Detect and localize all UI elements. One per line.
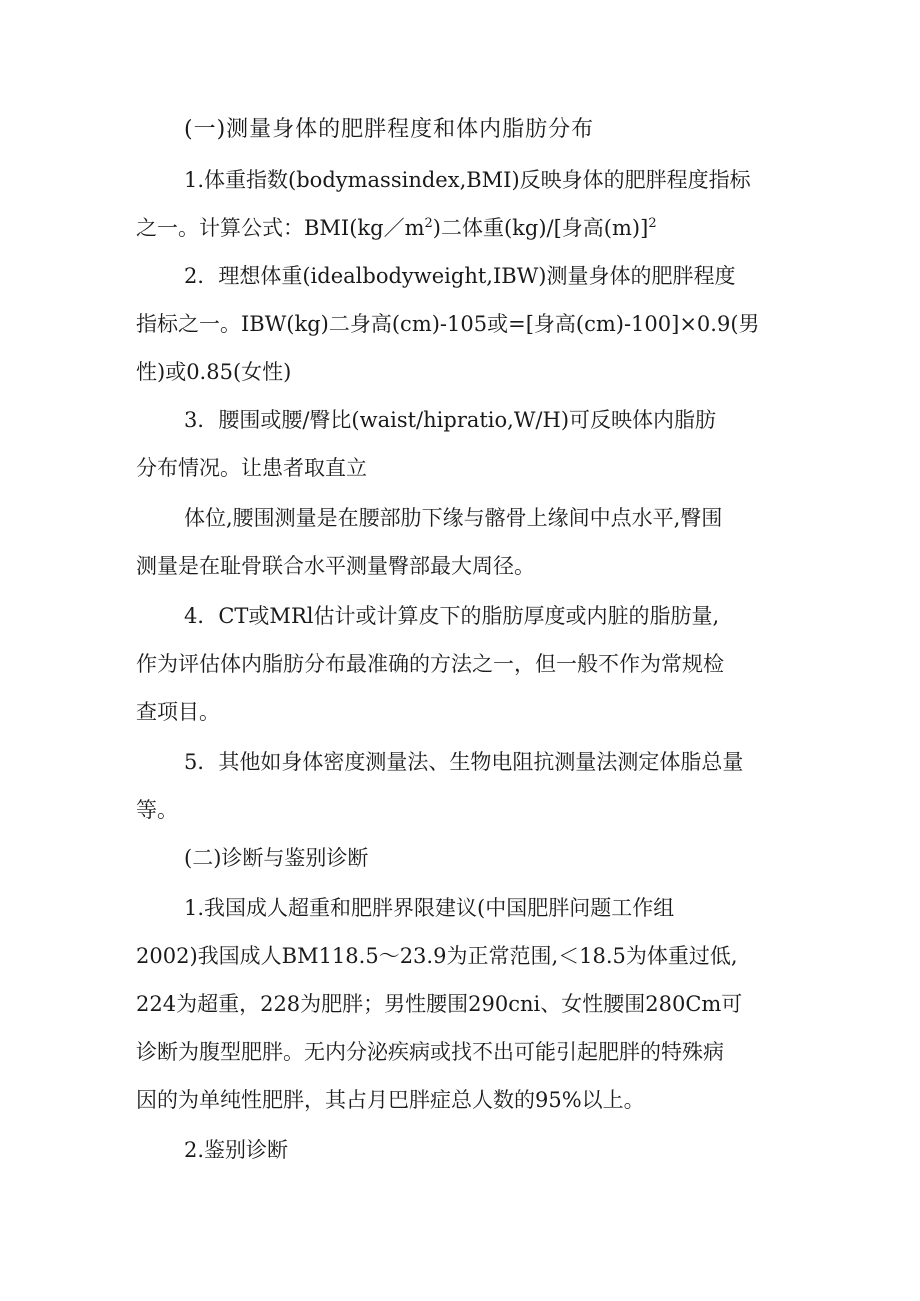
paragraph-ct-line-3: 查项目。 [136, 700, 220, 724]
section-heading-measurement: (一)测量身体的肥胖程度和体内脂肪分布 [184, 117, 595, 142]
paragraph-ibw-line-3: 性)或0.85(女性) [136, 360, 292, 384]
paragraph-other-line-1: 5．其他如身体密度测量法、生物电阻抗测量法测定体脂总量 [184, 750, 744, 774]
paragraph-criteria-line-2: 2002)我国成人BM118.5～23.9为正常范围,＜18.5为体重过低, [136, 944, 738, 968]
paragraph-criteria-line-3: 224为超重，228为肥胖；男性腰围290cni、女性腰围280Cm可 [136, 992, 743, 1016]
section-heading-diagnosis: (二)诊断与鉴别诊断 [184, 846, 369, 870]
paragraph-position-line-1: 体位,腰围测量是在腰部肋下缘与髂骨上缘间中点水平,臀围 [184, 506, 723, 530]
paragraph-criteria-line-4: 诊断为腹型肥胖。无内分泌疾病或找不出可能引起肥胖的特殊病 [136, 1040, 724, 1064]
paragraph-position-line-2: 测量是在耻骨联合水平测量臀部最大周径。 [136, 554, 535, 578]
paragraph-ct-line-2: 作为评估体内脂肪分布最准确的方法之一，但一般不作为常规检 [136, 652, 724, 676]
paragraph-ibw-line-2: 指标之一。IBW(kg)二身高(cm)-105或=[身高(cm)-100]×0.9(男 [136, 312, 760, 336]
paragraph-ibw-line-1: 2．理想体重(idealbodyweight,IBW)测量身体的肥胖程度 [184, 264, 736, 288]
subheading-differential-diagnosis: 2.鉴别诊断 [184, 1138, 289, 1162]
paragraph-waist-line-2: 分布情况。让患者取直立 [136, 456, 367, 480]
paragraph-ct-line-1: 4．CT或MRl估计或计算皮下的脂肪厚度或内脏的脂肪量, [184, 604, 720, 628]
paragraph-criteria-line-1: 1.我国成人超重和肥胖界限建议(中国肥胖问题工作组 [184, 896, 675, 920]
paragraph-other-line-2: 等。 [136, 798, 178, 822]
paragraph-bmi-line-1: 1.体重指数(bodymassindex,BMI)反映身体的肥胖程度指标 [184, 168, 751, 192]
paragraph-waist-line-1: 3．腰围或腰/臀比(waist/hipratio,W/H)可反映体内脂肪 [184, 408, 717, 432]
paragraph-bmi-line-2: 之一。计算公式：$BMI(kg/m^2)$二体重(kg)/[身高(m)]$^2$ [136, 216, 657, 240]
paragraph-criteria-line-5: 因的为单纯性肥胖，其占月巴胖症总人数的95%以上。 [136, 1088, 645, 1112]
